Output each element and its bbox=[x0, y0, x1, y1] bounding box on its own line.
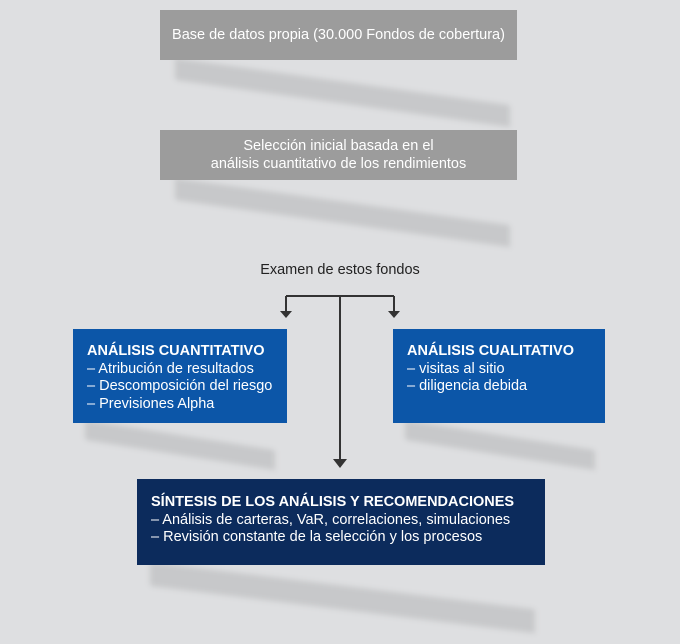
arrow-synthesis-icon bbox=[333, 459, 347, 468]
quantitative-title: ANÁLISIS CUANTITATIVO bbox=[87, 343, 265, 359]
synthesis-title: SÍNTESIS DE LOS ANÁLISIS Y RECOMENDACIONES bbox=[151, 494, 515, 510]
qualitative-item: – visitas al sitio bbox=[407, 360, 505, 377]
selection-line-2: análisis cuantitativo de los rendimientos bbox=[210, 156, 467, 172]
quantitative-box bbox=[73, 329, 287, 423]
qualitative-item: – diligencia debida bbox=[407, 378, 528, 394]
arrow-quantitative-icon bbox=[280, 311, 292, 318]
exam-label: Examen de estos fondos bbox=[260, 262, 420, 278]
selection-line-1: Selección inicial basada en el bbox=[243, 138, 434, 154]
qualitative-title: ANÁLISIS CUALITATIVO bbox=[407, 343, 575, 359]
quantitative-item: – Descomposición del riesgo bbox=[87, 378, 273, 394]
selection-box bbox=[160, 130, 517, 180]
synthesis-item: – Análisis de carteras, VaR, correlaciones, simulaciones bbox=[151, 511, 511, 528]
synthesis-item: – Revisión constante de la selección y los procesos bbox=[151, 529, 483, 545]
quantitative-item: – Atribución de resultados bbox=[87, 360, 254, 377]
database-box bbox=[160, 10, 517, 60]
qualitative-box bbox=[393, 329, 605, 423]
synthesis-box bbox=[137, 479, 545, 565]
quantitative-item: – Previsiones Alpha bbox=[87, 395, 215, 412]
arrow-qualitative-icon bbox=[388, 311, 400, 318]
database-text: Base de datos propia (30.000 Fondos de cobertura) bbox=[172, 27, 505, 43]
